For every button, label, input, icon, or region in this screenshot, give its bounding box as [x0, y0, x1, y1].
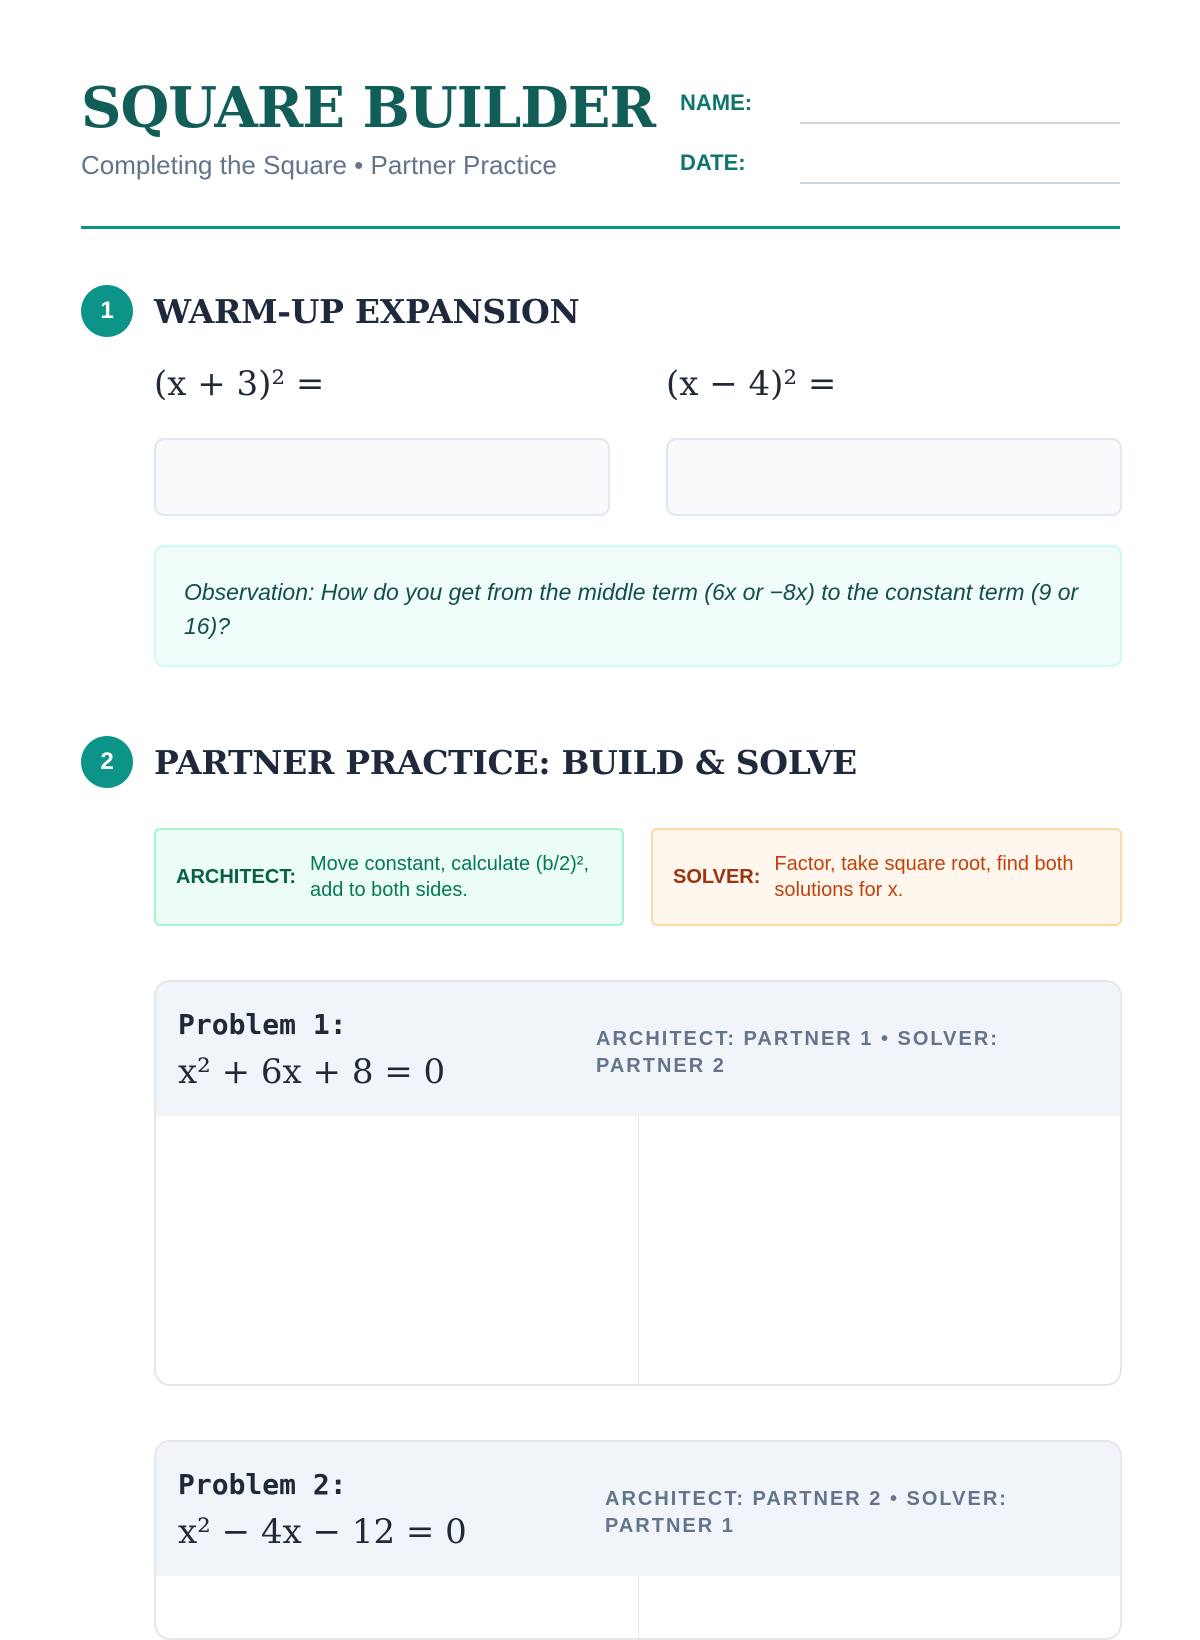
section-1-badge: 1: [81, 285, 133, 337]
problem-2-label: Problem 2:: [178, 1468, 347, 1501]
warmup-answer-b[interactable]: [666, 438, 1122, 516]
warmup-answer-a[interactable]: [154, 438, 610, 516]
worksheet-title: SQUARE BUILDER: [81, 75, 656, 141]
problem-1-work-area: [156, 1116, 1120, 1384]
problem-2-architect-workspace[interactable]: [156, 1576, 638, 1640]
problem-1-architect-workspace[interactable]: [156, 1116, 638, 1384]
problem-2-equation: x² − 4x − 12 = 0: [178, 1512, 467, 1552]
problem-2-roles: ARCHITECT: PARTNER 2 • SOLVER: PARTNER 1: [605, 1488, 1008, 1537]
problem-1-label: Problem 1:: [178, 1008, 347, 1041]
section-1-title: WARM-UP EXPANSION: [154, 292, 580, 331]
problem-1-roles: ARCHITECT: PARTNER 1 • SOLVER: PARTNER 2: [596, 1028, 999, 1077]
problem-1-equation: x² + 6x + 8 = 0: [178, 1052, 446, 1092]
header-divider: [81, 226, 1120, 229]
date-field[interactable]: [800, 158, 1120, 184]
section-2-title: PARTNER PRACTICE: BUILD & SOLVE: [154, 743, 857, 782]
warmup-expression-a: (x + 3)² =: [154, 364, 325, 404]
solver-description: Factor, take square root, find both solutions for x.: [774, 853, 1074, 901]
architect-role-card: [154, 828, 624, 926]
problem-1-header: [156, 982, 1120, 1116]
name-label: NAME:: [680, 90, 753, 115]
solver-label: SOLVER:: [673, 865, 761, 888]
architect-description: Move constant, calculate (b/2)², add to both sides.: [310, 853, 590, 901]
warmup-expression-b: (x − 4)² =: [666, 364, 837, 404]
problem-card-2: [154, 1440, 1122, 1640]
problem-card-1: [154, 980, 1122, 1386]
name-field[interactable]: [800, 98, 1120, 124]
problem-2-header: [156, 1442, 1120, 1576]
problem-2-solver-workspace[interactable]: [638, 1576, 1121, 1640]
architect-label: ARCHITECT:: [176, 865, 296, 888]
worksheet-subtitle: Completing the Square • Partner Practice: [81, 150, 557, 180]
problem-1-solver-workspace[interactable]: [638, 1116, 1121, 1384]
section-2-badge: 2: [81, 736, 133, 788]
observation-note: Observation: How do you get from the middle term (6x or −8x) to the constant term (9 or 16)?: [154, 545, 1122, 667]
date-label: DATE:: [680, 150, 746, 175]
problem-2-work-area: [156, 1576, 1120, 1640]
solver-role-card: [651, 828, 1122, 926]
